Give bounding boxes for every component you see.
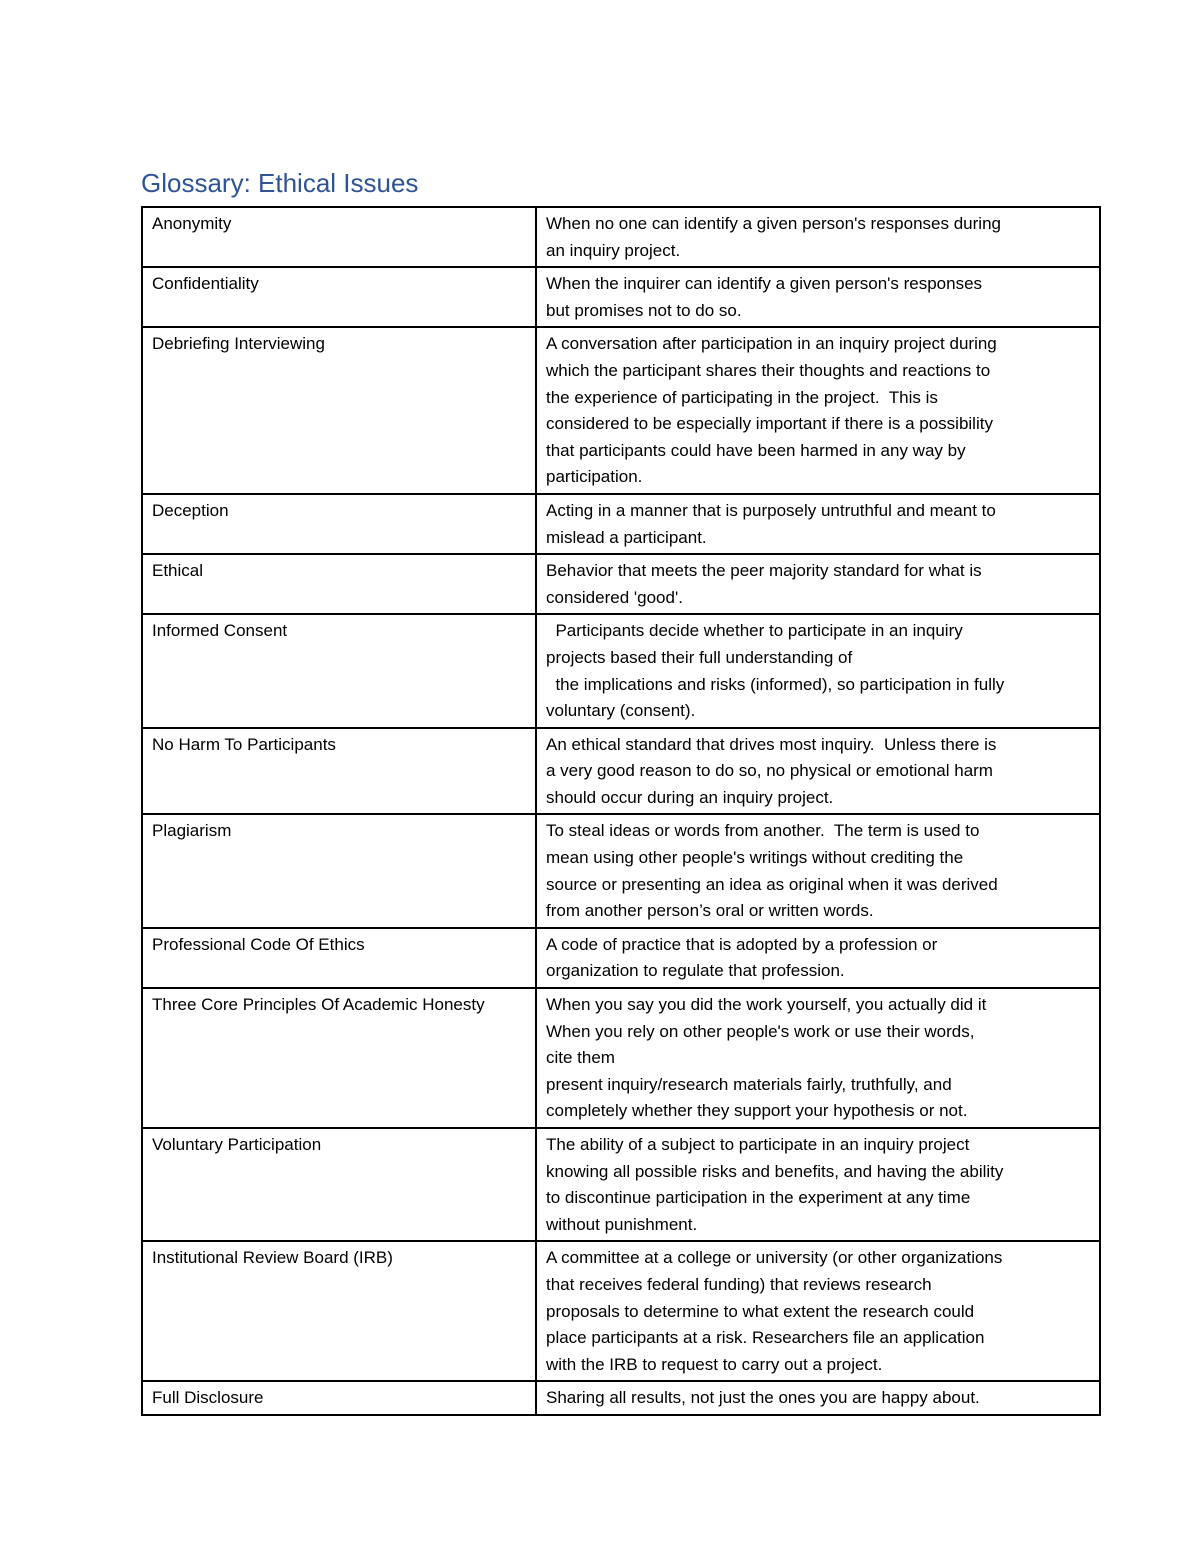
- definition-line: voluntary (consent).: [546, 701, 696, 721]
- definition-line: mean using other people's writings without crediting the: [546, 848, 964, 868]
- glossary-definition: [536, 207, 1100, 267]
- glossary-term: Confidentiality: [142, 267, 536, 327]
- definition-line: participation.: [546, 467, 643, 487]
- definition-line: place participants at a risk. Researchers file an application: [546, 1328, 985, 1348]
- glossary-row: [142, 1381, 1100, 1415]
- glossary-definition: [536, 554, 1100, 614]
- definition-line: projects based their full understanding of: [546, 647, 853, 667]
- definition-line: When no one can identify a given person's responses during: [546, 214, 1001, 233]
- glossary-term: Institutional Review Board (IRB): [142, 1241, 536, 1381]
- definition-line: The ability of a subject to participate in an inquiry project: [546, 1135, 970, 1154]
- glossary-term: Debriefing Interviewing: [142, 327, 536, 494]
- glossary-definition: [536, 814, 1100, 927]
- definition-line: A conversation after participation in an inquiry project during: [546, 334, 997, 354]
- glossary-definition: [536, 494, 1100, 554]
- glossary-definition: [536, 1128, 1100, 1241]
- definition-line: that participants could have been harmed in any way by: [546, 440, 966, 460]
- glossary-row: [142, 554, 1100, 614]
- definition-line: considered to be especially important if there is a possibility: [546, 414, 993, 434]
- glossary-row: [142, 928, 1100, 988]
- definition-line: Participants decide whether to participate in an inquiry: [546, 621, 963, 641]
- glossary-row: [142, 814, 1100, 927]
- definition-line: proposals to determine to what extent the research could: [546, 1301, 975, 1321]
- glossary-row: [142, 1128, 1100, 1241]
- glossary-table: [141, 206, 1101, 1416]
- definition-line: Acting in a manner that is purposely untruthful and meant to: [546, 500, 996, 520]
- glossary-term: Plagiarism: [142, 814, 536, 927]
- definition-line: mislead a participant.: [546, 527, 707, 547]
- definition-line: the experience of participating in the project. This is: [546, 387, 938, 407]
- glossary-definition: [536, 1381, 1100, 1415]
- glossary-row: [142, 267, 1100, 327]
- definition-line: When you rely on other people's work or use their words,: [546, 1021, 975, 1041]
- definition-line: that receives federal funding) that reviews research: [546, 1274, 932, 1294]
- page-title: Glossary: Ethical Issues: [141, 168, 419, 198]
- definition-line: an inquiry project.: [546, 240, 681, 260]
- definition-line: completely whether they support your hypothesis or not.: [546, 1101, 968, 1121]
- definition-line: which the participant shares their thoughts and reactions to: [546, 360, 991, 380]
- glossary-row: [142, 988, 1100, 1128]
- definition-line: with the IRB to request to carry out a project.: [546, 1354, 883, 1374]
- definition-line: organization to regulate that profession.: [546, 961, 845, 981]
- glossary-row: [142, 207, 1100, 267]
- definition-line: but promises not to do so.: [546, 300, 742, 320]
- definition-line: When the inquirer can identify a given person's responses: [546, 274, 983, 294]
- glossary-row: [142, 728, 1100, 815]
- glossary-definition: [536, 988, 1100, 1128]
- glossary-table-body: [142, 207, 1100, 1415]
- definition-line: To steal ideas or words from another. The term is used to: [546, 821, 980, 841]
- glossary-definition: [536, 267, 1100, 327]
- glossary-term: No Harm To Participants: [142, 728, 536, 815]
- definition-line: When you say you did the work yourself, you actually did it: [546, 995, 987, 1015]
- glossary-term: Full Disclosure: [142, 1381, 536, 1415]
- definition-line: the implications and risks (informed), so participation in fully: [546, 674, 1005, 694]
- definition-line: An ethical standard that drives most inquiry. Unless there is: [546, 734, 997, 754]
- definition-line: without punishment.: [546, 1214, 698, 1234]
- definition-line: should occur during an inquiry project.: [546, 787, 834, 807]
- glossary-row: [142, 614, 1100, 727]
- definition-line: Behavior that meets the peer majority standard for what is: [546, 561, 982, 581]
- glossary-row: [142, 327, 1100, 494]
- definition-line: A committee at a college or university (or other organizations: [546, 1248, 1003, 1268]
- glossary-term: Three Core Principles Of Academic Honesty: [142, 988, 536, 1128]
- definition-line: A code of practice that is adopted by a profession or: [546, 934, 938, 954]
- glossary-definition: [536, 728, 1100, 815]
- glossary-term: Anonymity: [142, 207, 536, 267]
- glossary-term: Voluntary Participation: [142, 1128, 536, 1241]
- glossary-term: Deception: [142, 494, 536, 554]
- glossary-definition: [536, 1241, 1100, 1381]
- definition-line: a very good reason to do so, no physical or emotional harm: [546, 761, 993, 781]
- definition-line: knowing all possible risks and benefits, and having the ability: [546, 1161, 1004, 1181]
- definition-line: present inquiry/research materials fairly, truthfully, and: [546, 1074, 952, 1094]
- glossary-term: Ethical: [142, 554, 536, 614]
- glossary-definition: [536, 928, 1100, 988]
- definition-line: considered 'good'.: [546, 587, 683, 607]
- glossary-definition: [536, 327, 1100, 494]
- glossary-term: Professional Code Of Ethics: [142, 928, 536, 988]
- definition-line: cite them: [546, 1048, 615, 1068]
- glossary-definition: [536, 614, 1100, 727]
- definition-line: from another person’s oral or written words.: [546, 901, 874, 921]
- glossary-term: Informed Consent: [142, 614, 536, 727]
- definition-line: to discontinue participation in the experiment at any time: [546, 1188, 971, 1208]
- definition-line: source or presenting an idea as original when it was derived: [546, 874, 998, 894]
- glossary-row: [142, 494, 1100, 554]
- glossary-row: [142, 1241, 1100, 1381]
- definition-line: Sharing all results, not just the ones you are happy about.: [546, 1388, 980, 1408]
